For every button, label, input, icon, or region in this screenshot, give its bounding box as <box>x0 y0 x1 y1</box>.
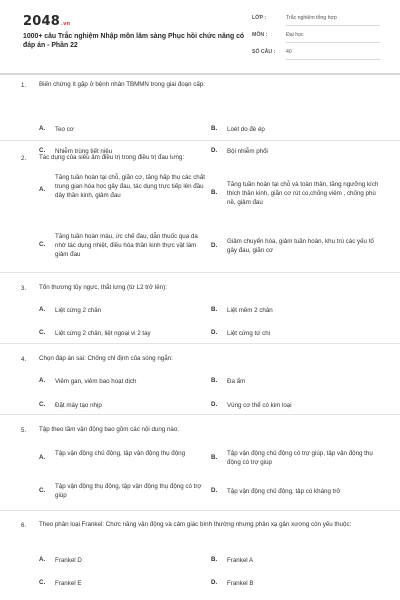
question-number: 1. <box>21 82 27 89</box>
question-number: 4. <box>21 356 27 363</box>
option-letter: C. <box>39 147 46 154</box>
question-text: Tổn thương tủy ngực, thắt lưng (từ L2 trở lên): <box>39 284 167 291</box>
question-number: 2. <box>21 155 27 162</box>
option-letter: B. <box>211 306 218 313</box>
option-text: Tăng tuần hoàn tại chỗ, giãn cơ, tăng hấp thụ các chất trung gian hóa học gây đau, tác dụng trực tiếp lên đầu dây thần kinh, giảm đau <box>55 174 205 199</box>
option-text: Tập vận động chủ động, tập có kháng trở <box>227 488 341 495</box>
option-text: Đa ẩm <box>227 378 246 385</box>
question-text: Theo phân loại Frankel: Chức năng vận động và cảm giác bình thường nhưng phản xạ gân xương còn yếu thuộc: <box>39 521 352 528</box>
option-letter: C. <box>39 329 46 336</box>
option-letter: C. <box>39 487 46 494</box>
question-text: Tác dụng của siêu âm điều trị trong điều trị đau lưng: <box>39 154 185 161</box>
option-letter: A. <box>39 125 46 132</box>
option-text: Liệt cứng tứ chi <box>227 330 271 337</box>
question-separator <box>0 414 400 415</box>
option-text: Đặt máy tạo nhịp <box>55 402 102 409</box>
option-text: Tăng tuần hoàn máu, ức chế đau, dẫn thuốc qua da nhờ tác dụng nhiệt, điều hòa thần kinh thực vật làm giảm đau <box>55 233 198 258</box>
logo-main: 2048 <box>23 14 60 29</box>
option-text: Tập vận động chủ động có trợ giúp, tập vận động thụ động có trợ giúp <box>227 450 373 466</box>
option-text: Tập vận động thụ động, tập vận động thụ động có trợ giúp <box>55 483 202 499</box>
meta-value: Đại học <box>286 32 380 43</box>
meta-label: LỚP : <box>252 15 267 21</box>
option-text: Bội nhiễm phổi <box>227 148 268 155</box>
document-meta <box>252 12 380 63</box>
meta-label: MÔN : <box>252 32 268 38</box>
option-letter: B. <box>211 556 218 563</box>
option-letter: D. <box>211 579 218 586</box>
option-letter: B. <box>211 377 218 384</box>
option-letter: D. <box>211 401 218 408</box>
meta-row-class <box>252 12 380 29</box>
option-letter: C. <box>39 579 46 586</box>
option-text: Liệt mềm 2 chân <box>227 307 273 314</box>
option-letter: A. <box>39 186 46 193</box>
question-text: Biến chứng ít gặp ở bệnh nhân TBMMN trong giai đoạn cấp: <box>39 81 205 88</box>
option-letter: C. <box>39 401 46 408</box>
option-text: Tăng tuần hoàn tại chỗ và toàn thân, tăng ngưỡng kích thích thần kinh, giãn cơ rút co,chống viêm , chống phù nề, giảm đau <box>227 181 379 206</box>
option-letter: B. <box>211 125 218 132</box>
question-number: 5. <box>21 427 27 434</box>
option-text: Teo cơ <box>55 126 74 133</box>
header-divider <box>0 73 400 75</box>
option-text: Viêm gan, viêm bao hoạt dịch <box>55 378 137 385</box>
option-letter: D. <box>211 487 218 494</box>
meta-value: 40 <box>286 49 380 60</box>
meta-row-subject <box>252 29 380 46</box>
site-logo[interactable] <box>23 14 70 29</box>
question-text: Chọn đáp án sai: Chống chỉ định của sóng ngắn: <box>39 355 173 362</box>
option-text: Liệt cứng 2 chân, liệt ngoại vi 2 tay <box>55 330 151 337</box>
option-letter: A. <box>39 377 46 384</box>
option-text: Giảm chuyển hóa, giảm tuần hoàn, khu trú các yếu tố gây đau, giãn cơ <box>227 238 374 254</box>
logo-tld: .vn <box>60 21 71 27</box>
option-text: Nhiễm trùng tiết niệu <box>55 148 113 155</box>
option-letter: D. <box>211 147 218 154</box>
option-text: Liệt cứng 2 chân <box>55 307 102 314</box>
question-number: 3. <box>21 285 27 292</box>
option-letter: A. <box>39 454 46 461</box>
option-letter: C. <box>39 241 46 248</box>
option-letter: B. <box>211 454 218 461</box>
option-text: Vùng cơ thể có kim loại <box>227 402 292 409</box>
meta-value: Trắc nghiệm tổng hợp <box>286 15 380 26</box>
question-separator <box>0 140 400 141</box>
meta-label: SỐ CÂU : <box>252 49 276 55</box>
option-text: Frankel A <box>227 557 254 564</box>
question-number: 6. <box>21 522 27 529</box>
page-header <box>0 0 400 66</box>
meta-row-count <box>252 46 380 63</box>
question-separator <box>0 272 400 273</box>
question-text: Tập theo tầm vận động bao gồm các nội dung nào: <box>39 426 180 433</box>
option-letter: D. <box>211 242 218 249</box>
option-text: Frankel E <box>55 580 82 587</box>
option-letter: A. <box>39 306 46 313</box>
option-text: Loét do đè ép <box>227 126 265 133</box>
option-text: Frankel B <box>227 580 254 587</box>
option-text: Frankel D <box>55 557 82 564</box>
question-separator <box>0 510 400 511</box>
question-separator <box>0 343 400 344</box>
option-letter: B. <box>211 189 218 196</box>
option-letter: A. <box>39 556 46 563</box>
option-letter: D. <box>211 329 218 336</box>
document-title: 1000+ câu Trắc nghiệm Nhập môn lâm sàng Phục hồi chức năng có đáp án - Phần 22 <box>23 33 245 49</box>
option-text: Tập vận động chủ động, tập vận động thụ động <box>55 450 186 457</box>
